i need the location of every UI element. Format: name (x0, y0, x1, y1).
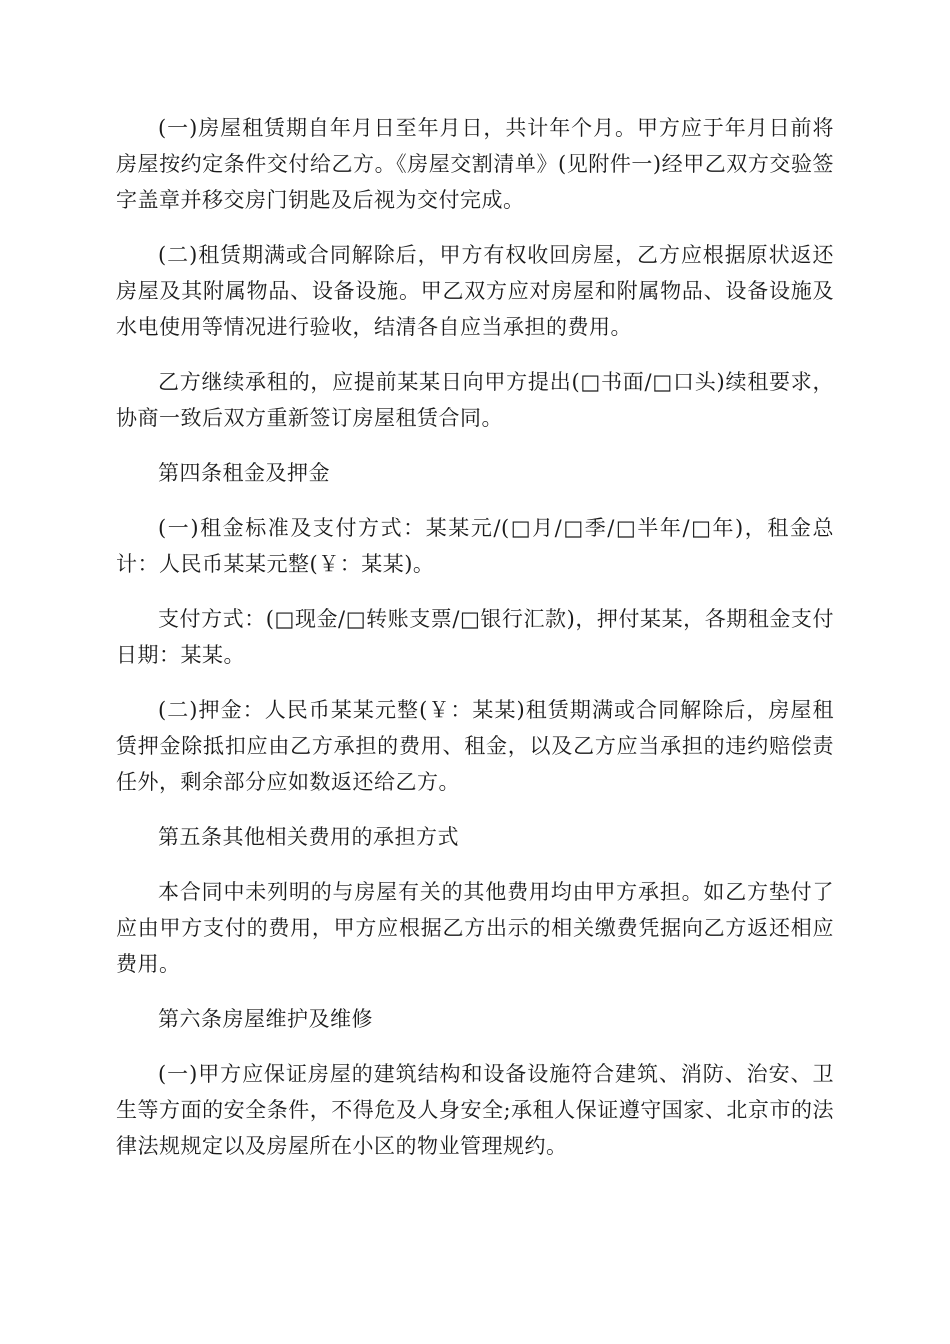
article-5-heading: 第五条其他相关费用的承担方式 (158, 825, 459, 849)
paragraph-deposit: (二)押金：人民币某某元整(￥：某某)租赁期满或合同解除后，房屋租赁押金除抵扣应由乙方承担的费用、租金，以及乙方应当承担的违约赔偿责任外，剩余部分应如数返还给乙方。 (116, 698, 834, 794)
paragraph-maintenance: (一)甲方应保证房屋的建筑结构和设备设施符合建筑、消防、治安、卫生等方面的安全条件，不得危及人身安全;承租人保证遵守国家、北京市的法律法规规定以及房屋所在小区的物业管理规约。 (116, 1062, 834, 1158)
paragraph-payment-method: 支付方式：(□现金/□转账支票/□银行汇款)，押付某某，各期租金支付日期：某某。 (116, 607, 834, 667)
paragraph-lease-end: (二)租赁期满或合同解除后，甲方有权收回房屋，乙方应根据原状返还房屋及其附属物品、设备设施。甲乙双方应对房屋和附属物品、设备设施及水电使用等情况进行验收，结清各自应当承担的费用。 (116, 243, 834, 339)
article-6-heading: 第六条房屋维护及维修 (158, 1007, 373, 1031)
paragraph-rent-standard: (一)租金标准及支付方式：某某元/(□月/□季/□半年/□年)，租金总计：人民币某某元整(￥：某某)。 (116, 516, 834, 576)
document-body (116, 110, 834, 1183)
paragraph-other-fees: 本合同中未列明的与房屋有关的其他费用均由甲方承担。如乙方垫付了应由甲方支付的费用，甲方应根据乙方出示的相关缴费凭据向乙方返还相应费用。 (116, 880, 834, 976)
article-4-heading: 第四条租金及押金 (158, 461, 330, 485)
paragraph-renewal: 乙方继续承租的，应提前某某日向甲方提出(□书面/□口头)续租要求，协商一致后双方重新签订房屋租赁合同。 (116, 370, 834, 430)
paragraph-lease-term: (一)房屋租赁期自年月日至年月日，共计年个月。甲方应于年月日前将房屋按约定条件交付给乙方。《房屋交割清单》(见附件一)经甲乙双方交验签字盖章并移交房门钥匙及后视为交付完成。 (116, 116, 834, 212)
